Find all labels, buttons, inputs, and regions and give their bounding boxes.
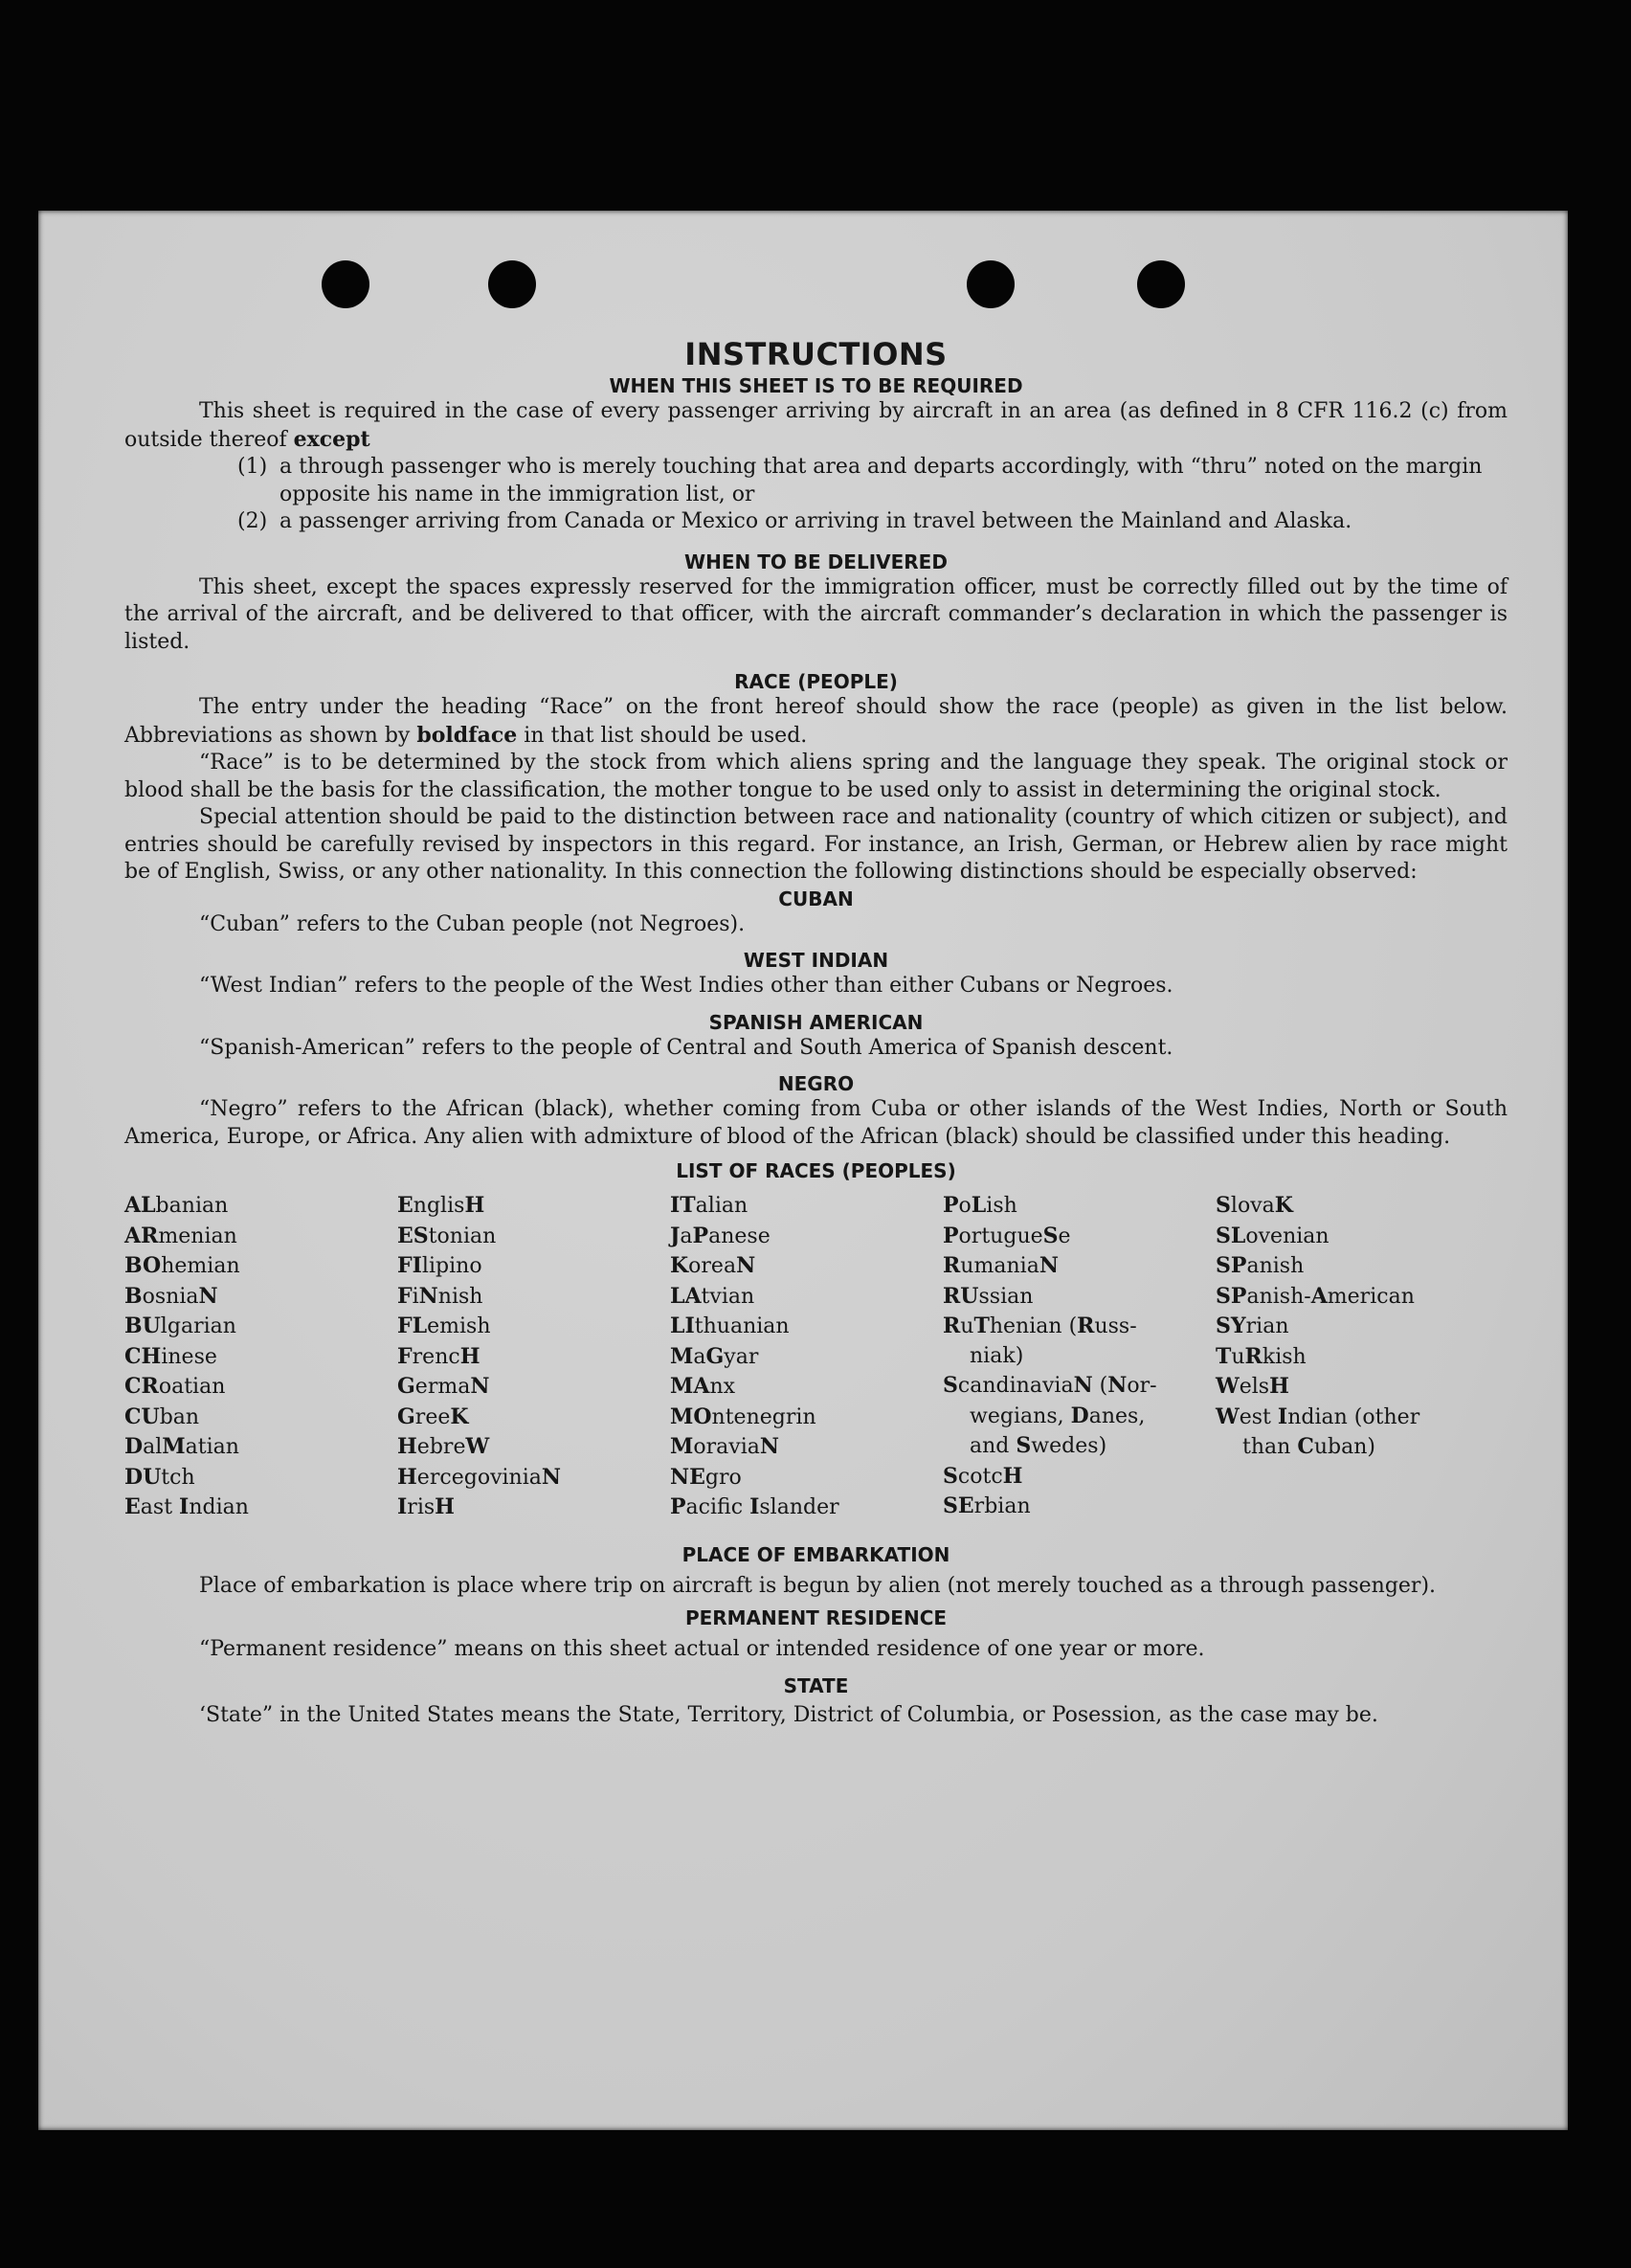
- list-item: HebreW: [397, 1434, 490, 1459]
- when-required-intro: This sheet is required in the case of every passenger arriving by aircraft in an area (as defined in 8 CFR 116.2 (c) from outside thereof except: [124, 399, 1508, 452]
- race-paragraph-3: Special attention should be paid to the distinction between race and nationality (country of which citizen or subject), and entries should be carefully revised by inspectors in this regard. For instance, an Irish, German, or Hebrew alien by race might be of English, Swiss, or any other nationality. In this connection the following distinctions should be especially observed:: [124, 805, 1508, 884]
- heading-cuban: CUBAN: [778, 887, 854, 910]
- list-item: SErbian: [943, 1493, 1031, 1518]
- heading-when-delivered: WHEN TO BE DELIVERED: [684, 550, 948, 573]
- list-item: LIthuanian: [670, 1314, 790, 1338]
- instructions-content: [124, 335, 1508, 1729]
- list-item: DUtch: [124, 1464, 195, 1490]
- list-item: TuRkish: [1216, 1343, 1307, 1369]
- list-item: IrisH: [397, 1494, 455, 1519]
- permanent-residence-text: “Permanent residence” means on this sheet actual or intended residence of one year or more.: [199, 1637, 1205, 1661]
- document-sheet: [38, 211, 1568, 2130]
- list-item: BosniaN: [124, 1283, 218, 1309]
- punch-hole: [488, 260, 536, 308]
- list-item: MoraviaN: [670, 1434, 779, 1459]
- list-item: WelsH: [1216, 1374, 1289, 1399]
- list-item: BOhemian: [124, 1253, 240, 1278]
- list-item: ITalian: [670, 1193, 748, 1218]
- list-item: West Indian (other: [1216, 1403, 1420, 1429]
- list-item: East Indian: [124, 1494, 249, 1519]
- list-item: SPanish: [1216, 1253, 1305, 1278]
- list-item: RuThenian (Russ-: [943, 1314, 1137, 1338]
- heading-when-required: WHEN THIS SHEET IS TO BE REQUIRED: [609, 374, 1023, 397]
- list-item: GermaN: [397, 1374, 490, 1399]
- heading-permanent-residence: PERMANENT RESIDENCE: [684, 1606, 948, 1629]
- list-item: EStonian: [397, 1223, 497, 1248]
- list-item: PortugueSe: [943, 1223, 1071, 1248]
- races-column-1: [124, 1191, 397, 1523]
- list-item: wegians, Danes,: [970, 1403, 1146, 1428]
- except-bold: except: [293, 426, 370, 452]
- list-item: and Swedes): [970, 1433, 1107, 1458]
- list-item: SlovaK: [1216, 1193, 1293, 1218]
- list-item: BUlgarian: [124, 1314, 236, 1338]
- state-text: ‘State” in the United States means the State, Territory, District of Columbia, or Posession, as the case may be.: [199, 1702, 1378, 1727]
- list-item: ScandinaviaN (Nor-: [943, 1373, 1157, 1398]
- negro-text: “Negro” refers to the African (black), whether coming from Cuba or other islands of the West Indies, North or South America, Europe, or Africa. Any alien with admixture of blood of the African (black) should be classified under this heading.: [124, 1097, 1508, 1149]
- races-list: [124, 1191, 1508, 1523]
- list-item: than Cuban): [1242, 1434, 1375, 1459]
- punch-hole: [1137, 260, 1185, 308]
- heading-spanish-american: SPANISH AMERICAN: [708, 1010, 924, 1034]
- list-item: KoreaN: [670, 1253, 756, 1278]
- race-paragraph-2: “Race” is to be determined by the stock from which aliens spring and the language they speak. The original stock or blood shall be the basis for the classification, the mother tongue to be used only to assist in determining the original stock.: [124, 751, 1508, 802]
- page-title: INSTRUCTIONS: [684, 336, 948, 372]
- punch-hole: [322, 260, 369, 308]
- list-item: EnglisH: [397, 1193, 485, 1218]
- list-item: niak): [970, 1343, 1024, 1368]
- list-item: SLovenian: [1216, 1223, 1329, 1248]
- list-item: ARmenian: [124, 1223, 237, 1248]
- place-of-embarkation-text: Place of embarkation is place where trip on aircraft is begun by alien (not merely touched as a through passenger).: [199, 1573, 1437, 1598]
- list-item: FLemish: [397, 1314, 491, 1338]
- when-delivered-text: This sheet, except the spaces expressly reserved for the immigration officer, must be correctly filled out by the time of the arrival of the aircraft, and be delivered to that officer, with the aircraft commander’s declaration in which the passenger is listed.: [124, 574, 1508, 654]
- list-item: DalMatian: [124, 1434, 239, 1459]
- list-item: GreeK: [397, 1403, 469, 1429]
- list-item: Pacifc Islander: [670, 1494, 839, 1519]
- list-item: PoLish: [943, 1193, 1017, 1218]
- list-item: JaPanese: [670, 1223, 771, 1248]
- list-item: HercegoviniaN: [397, 1464, 561, 1490]
- heading-state: STATE: [783, 1673, 849, 1697]
- list-item: RUssian: [943, 1283, 1034, 1309]
- list-item: FIlipino: [397, 1253, 482, 1278]
- list-item: CUban: [124, 1403, 200, 1429]
- list-item: SPanish-American: [1216, 1283, 1415, 1309]
- list-item: CHinese: [124, 1343, 217, 1369]
- list-item: (2) a passenger arriving from Canada or Mexico or arriving in travel between the Mainland and Alaska.: [237, 509, 1352, 533]
- list-item: FrencH: [397, 1343, 480, 1369]
- races-column-4: [943, 1191, 1216, 1523]
- west-indian-text: “West Indian” refers to the people of the West Indies other than either Cubans or Negroes.: [199, 974, 1173, 998]
- list-item: RumaniaN: [943, 1253, 1059, 1278]
- races-column-2: [397, 1191, 670, 1523]
- races-column-5: [1216, 1191, 1488, 1523]
- list-item: ALbanian: [124, 1193, 229, 1218]
- heading-west-indian: WEST INDIAN: [743, 949, 889, 972]
- races-column-3: [670, 1191, 943, 1523]
- list-item: MAnx: [670, 1374, 736, 1399]
- list-item: LAtvian: [670, 1283, 755, 1309]
- list-item: FiNnish: [397, 1283, 483, 1309]
- spanish-american-text: “Spanish-American” refers to the people of Central and South America of Spanish descent.: [199, 1035, 1173, 1060]
- list-item: SYrian: [1216, 1314, 1289, 1338]
- heading-race: RACE (PEOPLE): [734, 670, 898, 693]
- list-item: NEgro: [670, 1464, 742, 1490]
- heading-negro: NEGRO: [777, 1072, 855, 1095]
- list-item: (1) a through passenger who is merely touching that area and departs accordingly, with “thru” noted on the margin opposite his name in the immigration list, or: [237, 455, 1483, 506]
- heading-place-of-embarkation: PLACE OF EMBARKATION: [681, 1542, 950, 1566]
- cuban-text: “Cuban” refers to the Cuban people (not Negroes).: [199, 911, 746, 936]
- list-item: ScotcH: [943, 1463, 1023, 1489]
- list-item: MaGyar: [670, 1343, 759, 1369]
- punch-hole: [967, 260, 1015, 308]
- list-item: CRoatian: [124, 1374, 226, 1399]
- heading-list-of-races: LIST OF RACES (PEOPLES): [676, 1159, 956, 1182]
- race-paragraph-1: The entry under the heading “Race” on the front hereof should show the race (people) as given in the list below. Abbreviations as shown by boldface in that list should be used.: [124, 695, 1508, 748]
- list-item: MOntenegrin: [670, 1403, 816, 1429]
